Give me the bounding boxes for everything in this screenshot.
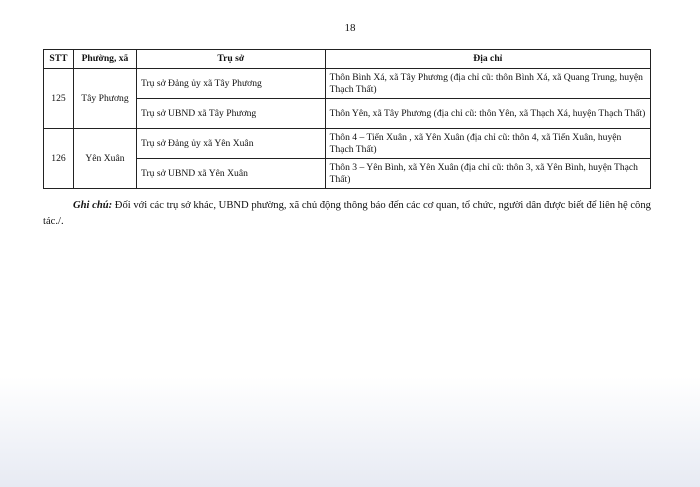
footnote — [43, 198, 658, 230]
headquarters-cell: Trụ sở UBND xã Yên Xuân — [136, 159, 325, 189]
ward-cell: Yên Xuân — [73, 129, 136, 189]
footnote-label: Ghi chú: — [73, 200, 113, 211]
header-headquarters: Trụ sở — [136, 50, 325, 69]
headquarters-cell: Trụ sở Đảng ủy xã Tây Phương — [136, 69, 325, 99]
ward-cell: Tây Phương — [73, 69, 136, 129]
footnote-text: Đối với các trụ sở khác, UBND phường, xã chủ động thông báo đến các cơ quan, tổ chức, người dân được biết để liên hệ công tác./. — [43, 200, 651, 227]
header-stt: STT — [44, 50, 74, 69]
table-row — [44, 129, 651, 159]
headquarters-table — [43, 49, 651, 189]
headquarters-cell: Trụ sở Đảng ủy xã Yên Xuân — [136, 129, 325, 159]
header-ward: Phường, xã — [73, 50, 136, 69]
page-number: 18 — [344, 22, 356, 34]
address-cell: Thôn Bình Xá, xã Tây Phương (địa chỉ cũ: thôn Bình Xá, xã Quang Trung, huyện Thạch Thất) — [325, 69, 650, 99]
table-header-row — [44, 50, 651, 69]
header-address: Địa chỉ — [325, 50, 650, 69]
headquarters-cell: Trụ sở UBND xã Tây Phương — [136, 99, 325, 129]
address-cell: Thôn 4 – Tiến Xuân , xã Yên Xuân (địa chỉ cũ: thôn 4, xã Tiến Xuân, huyện Thạch Thất) — [325, 129, 650, 159]
address-cell: Thôn 3 – Yên Bình, xã Yên Xuân (địa chỉ cũ: thôn 3, xã Yên Bình, huyện Thạch Thất) — [325, 159, 650, 189]
table-row — [44, 69, 651, 99]
stt-cell: 126 — [44, 129, 74, 189]
scan-shading — [0, 377, 700, 487]
address-cell: Thôn Yên, xã Tây Phương (địa chỉ cũ: thôn Yên, xã Thạch Xá, huyện Thạch Thất) — [325, 99, 650, 129]
stt-cell: 125 — [44, 69, 74, 129]
